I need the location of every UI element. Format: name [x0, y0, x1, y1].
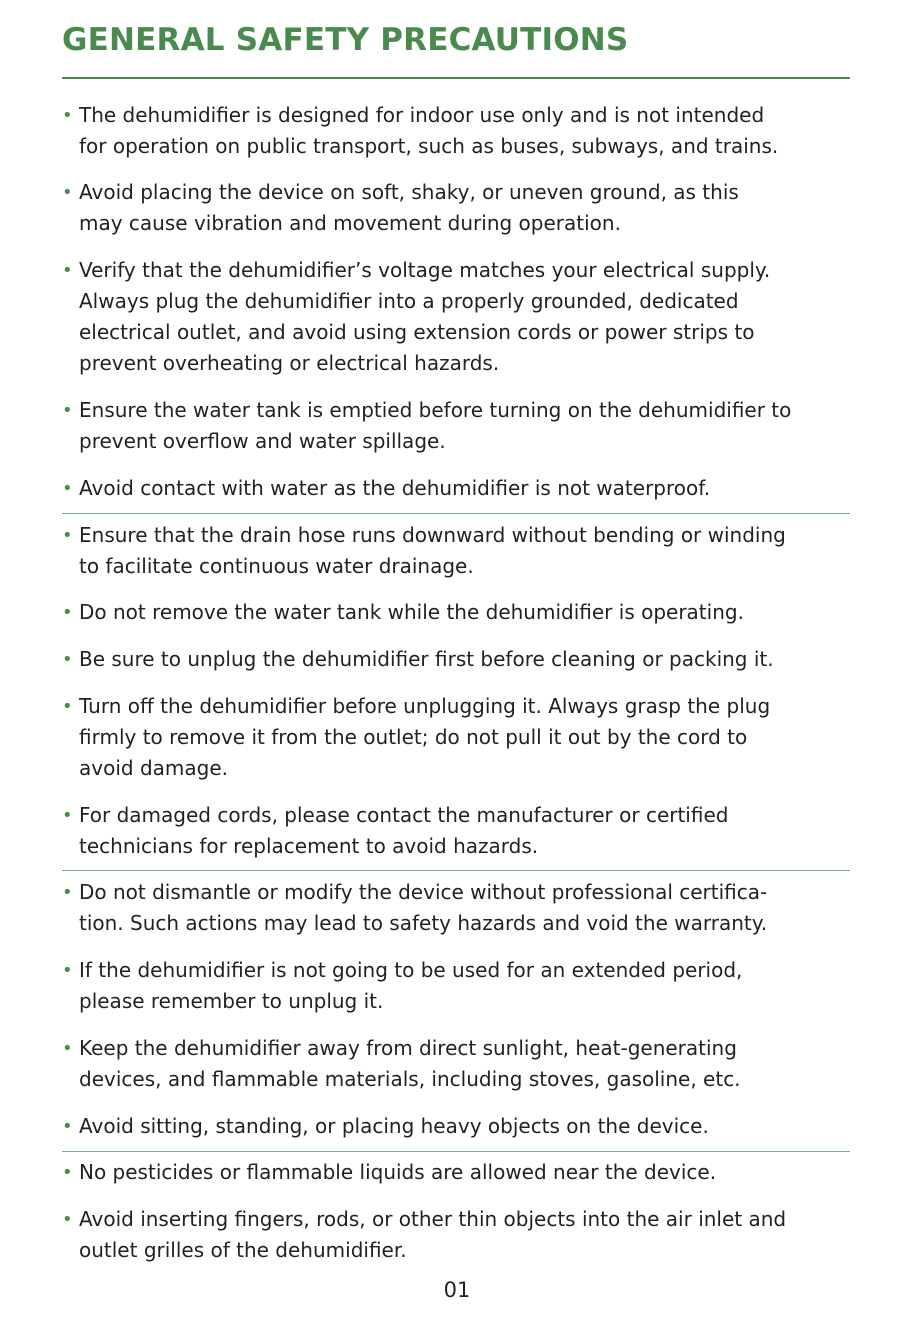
bullet-icon: • [62, 525, 73, 546]
list-item-text: For damaged cords, please contact the manufacturer or certified technicians for replacement to avoid hazards. [79, 803, 729, 858]
list-item-text: Do not dismantle or modify the device without professional certifica- tion. Such actions may lead to safety hazards and void the warranty. [79, 880, 768, 935]
list-item [62, 1157, 862, 1188]
bullet-icon: • [62, 649, 73, 670]
list-item-text: If the dehumidifier is not going to be used for an extended period, please remember to unplug it. [79, 958, 743, 1013]
list-item [62, 955, 862, 1017]
list-item-text: Verify that the dehumidifier’s voltage matches your electrical supply. Always plug the dehumidifier into a properly grounded, dedicated electrical outlet, and avoid using extension cords or power strips to prevent overheating or electrical hazards. [79, 258, 771, 375]
bullet-icon: • [62, 1162, 73, 1183]
list-item [62, 1033, 862, 1095]
list-item [62, 644, 862, 675]
list-item [62, 1204, 862, 1266]
list-item [62, 177, 862, 239]
list-item [62, 800, 862, 862]
list-item-text: No pesticides or flammable liquids are allowed near the device. [79, 1160, 717, 1184]
bullet-icon: • [62, 1116, 73, 1137]
list-item [62, 395, 862, 457]
bullet-icon: • [62, 882, 73, 903]
list-item-text: Avoid sitting, standing, or placing heavy objects on the device. [79, 1114, 709, 1138]
list-item [62, 520, 862, 582]
bullet-icon: • [62, 260, 73, 281]
bullet-icon: • [62, 478, 73, 499]
list-item-text: Avoid placing the device on soft, shaky, or uneven ground, as this may cause vibration and movement during operation. [79, 180, 739, 235]
list-item-text: Do not remove the water tank while the dehumidifier is operating. [79, 600, 744, 624]
bullet-icon: • [62, 602, 73, 623]
bullet-icon: • [62, 105, 73, 126]
page-number: 01 [443, 1278, 471, 1302]
list-item-text: Keep the dehumidifier away from direct sunlight, heat-generating devices, and flammable materials, including stoves, gasoline, etc. [79, 1036, 741, 1091]
bullet-icon: • [62, 960, 73, 981]
bullet-icon: • [62, 400, 73, 421]
list-item-text: The dehumidifier is designed for indoor use only and is not intended for operation on public transport, such as buses, subways, and trains. [79, 103, 779, 158]
list-item-text: Avoid inserting fingers, rods, or other thin objects into the air inlet and outlet grilles of the dehumidifier. [79, 1207, 787, 1262]
list-item [62, 255, 862, 379]
section-divider [62, 513, 850, 514]
list-item-text: Turn off the dehumidifier before unplugging it. Always grasp the plug firmly to remove it from the outlet; do not pull it out by the cord to avoid damage. [79, 694, 771, 780]
list-item [62, 473, 862, 504]
title-divider [62, 77, 850, 79]
bullet-icon: • [62, 696, 73, 717]
bullet-icon: • [62, 1209, 73, 1230]
list-item [62, 1111, 862, 1142]
list-item-text: Be sure to unplug the dehumidifier first before cleaning or packing it. [79, 647, 774, 671]
list-item-text: Ensure that the drain hose runs downward without bending or winding to facilitate continuous water drainage. [79, 523, 786, 578]
bullet-icon: • [62, 1038, 73, 1059]
list-item-text: Avoid contact with water as the dehumidifier is not waterproof. [79, 476, 711, 500]
list-item-text: Ensure the water tank is emptied before turning on the dehumidifier to prevent overflow and water spillage. [79, 398, 792, 453]
section-divider [62, 1151, 850, 1152]
bullet-icon: • [62, 805, 73, 826]
section-divider [62, 870, 850, 871]
list-item [62, 691, 862, 784]
bullet-icon: • [62, 182, 73, 203]
list-item [62, 100, 862, 162]
list-item [62, 597, 862, 628]
list-item [62, 877, 862, 939]
page-title: GENERAL SAFETY PRECAUTIONS [62, 22, 629, 58]
